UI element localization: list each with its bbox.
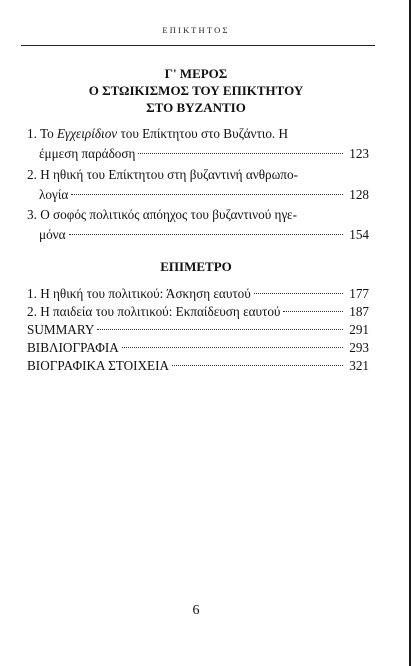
running-head: ΕΠΙΚΤΗΤΟΣ xyxy=(162,25,230,35)
dot-leader xyxy=(71,194,343,195)
appendix-heading: ΕΠΙΜΕΤΡΟ xyxy=(160,259,232,274)
toc-page-number: 293 xyxy=(349,340,369,355)
toc-page-number: 128 xyxy=(349,187,369,202)
toc-entry-title-continued: μόνα xyxy=(39,227,66,242)
toc-entry-title: ΒΙΟΓΡΑΦΙΚΑ ΣΤΟΙΧΕΙΑ xyxy=(27,358,170,373)
part-title xyxy=(0,65,392,116)
dot-leader xyxy=(138,153,343,154)
toc-entry-chapter-3[interactable] xyxy=(27,205,369,245)
toc-entry-summary[interactable] xyxy=(27,320,369,340)
toc-page-number: 177 xyxy=(349,286,369,301)
toc-entry-biographical-notes[interactable] xyxy=(27,356,369,376)
toc-entry-title: Η ηθική του Επίκτητου στη βυζαντινή ανθρωπο- xyxy=(40,167,298,182)
part-title-line-2: Ο ΣΤΩΙΚΙΣΜΟΣ ΤΟΥ ΕΠΙΚΤΗΤΟΥ xyxy=(88,83,304,98)
toc-entry-title-post: του Επίκτητου στο Βυζάντιο. Η xyxy=(117,126,289,141)
toc-page-number: 291 xyxy=(349,322,369,337)
toc-entry-title: SUMMARY xyxy=(27,322,95,337)
toc-entry-title: 1. Η ηθική του πολιτικού: Άσκηση εαυτού xyxy=(27,286,251,301)
toc-entry-number: 2. xyxy=(27,167,37,182)
part-title-line-1: Γ' ΜΕΡΟΣ xyxy=(164,66,228,81)
toc-page-number: 154 xyxy=(349,227,369,242)
dot-leader xyxy=(122,347,343,348)
toc-entry-title: ΒΙΒΛΙΟΓΡΑΦΙΑ xyxy=(27,340,119,355)
toc-entry-title-italic: Εγχειρίδιον xyxy=(57,126,118,141)
toc-entry-chapter-1[interactable] xyxy=(27,124,369,164)
toc-entry-bibliography[interactable] xyxy=(27,338,369,358)
toc-entry-title: Ο σοφός πολιτικός απόηχος του βυζαντινού ηγε- xyxy=(40,207,297,222)
toc-entry-appendix-1[interactable] xyxy=(27,284,369,304)
dot-leader xyxy=(254,293,343,294)
toc-entry-appendix-2[interactable] xyxy=(27,302,369,322)
toc-entry-chapter-2[interactable] xyxy=(27,165,369,205)
page-number: 6 xyxy=(192,603,200,618)
toc-entry-number: 3. xyxy=(27,207,37,222)
dot-leader xyxy=(283,311,343,312)
toc-page-number: 187 xyxy=(349,304,369,319)
dot-leader xyxy=(69,234,343,235)
dot-leader xyxy=(97,329,343,330)
toc-entry-title: 2. Η παιδεία του πολιτικού: Εκπαίδευση εαυτού xyxy=(27,304,281,319)
part-title-line-3: ΣΤΟ ΒΥΖΑΝΤΙΟ xyxy=(146,100,246,115)
toc-entry-number: 1. xyxy=(27,126,37,141)
toc-page-number: 321 xyxy=(349,358,369,373)
toc-entry-title-pre: Το xyxy=(39,126,57,141)
header-rule xyxy=(21,45,375,46)
toc-entry-title-continued: λογία xyxy=(39,187,69,202)
dot-leader xyxy=(172,365,343,366)
toc-entry-title-continued: έμμεση παράδοση xyxy=(39,146,136,161)
toc-page-number: 123 xyxy=(349,146,369,161)
